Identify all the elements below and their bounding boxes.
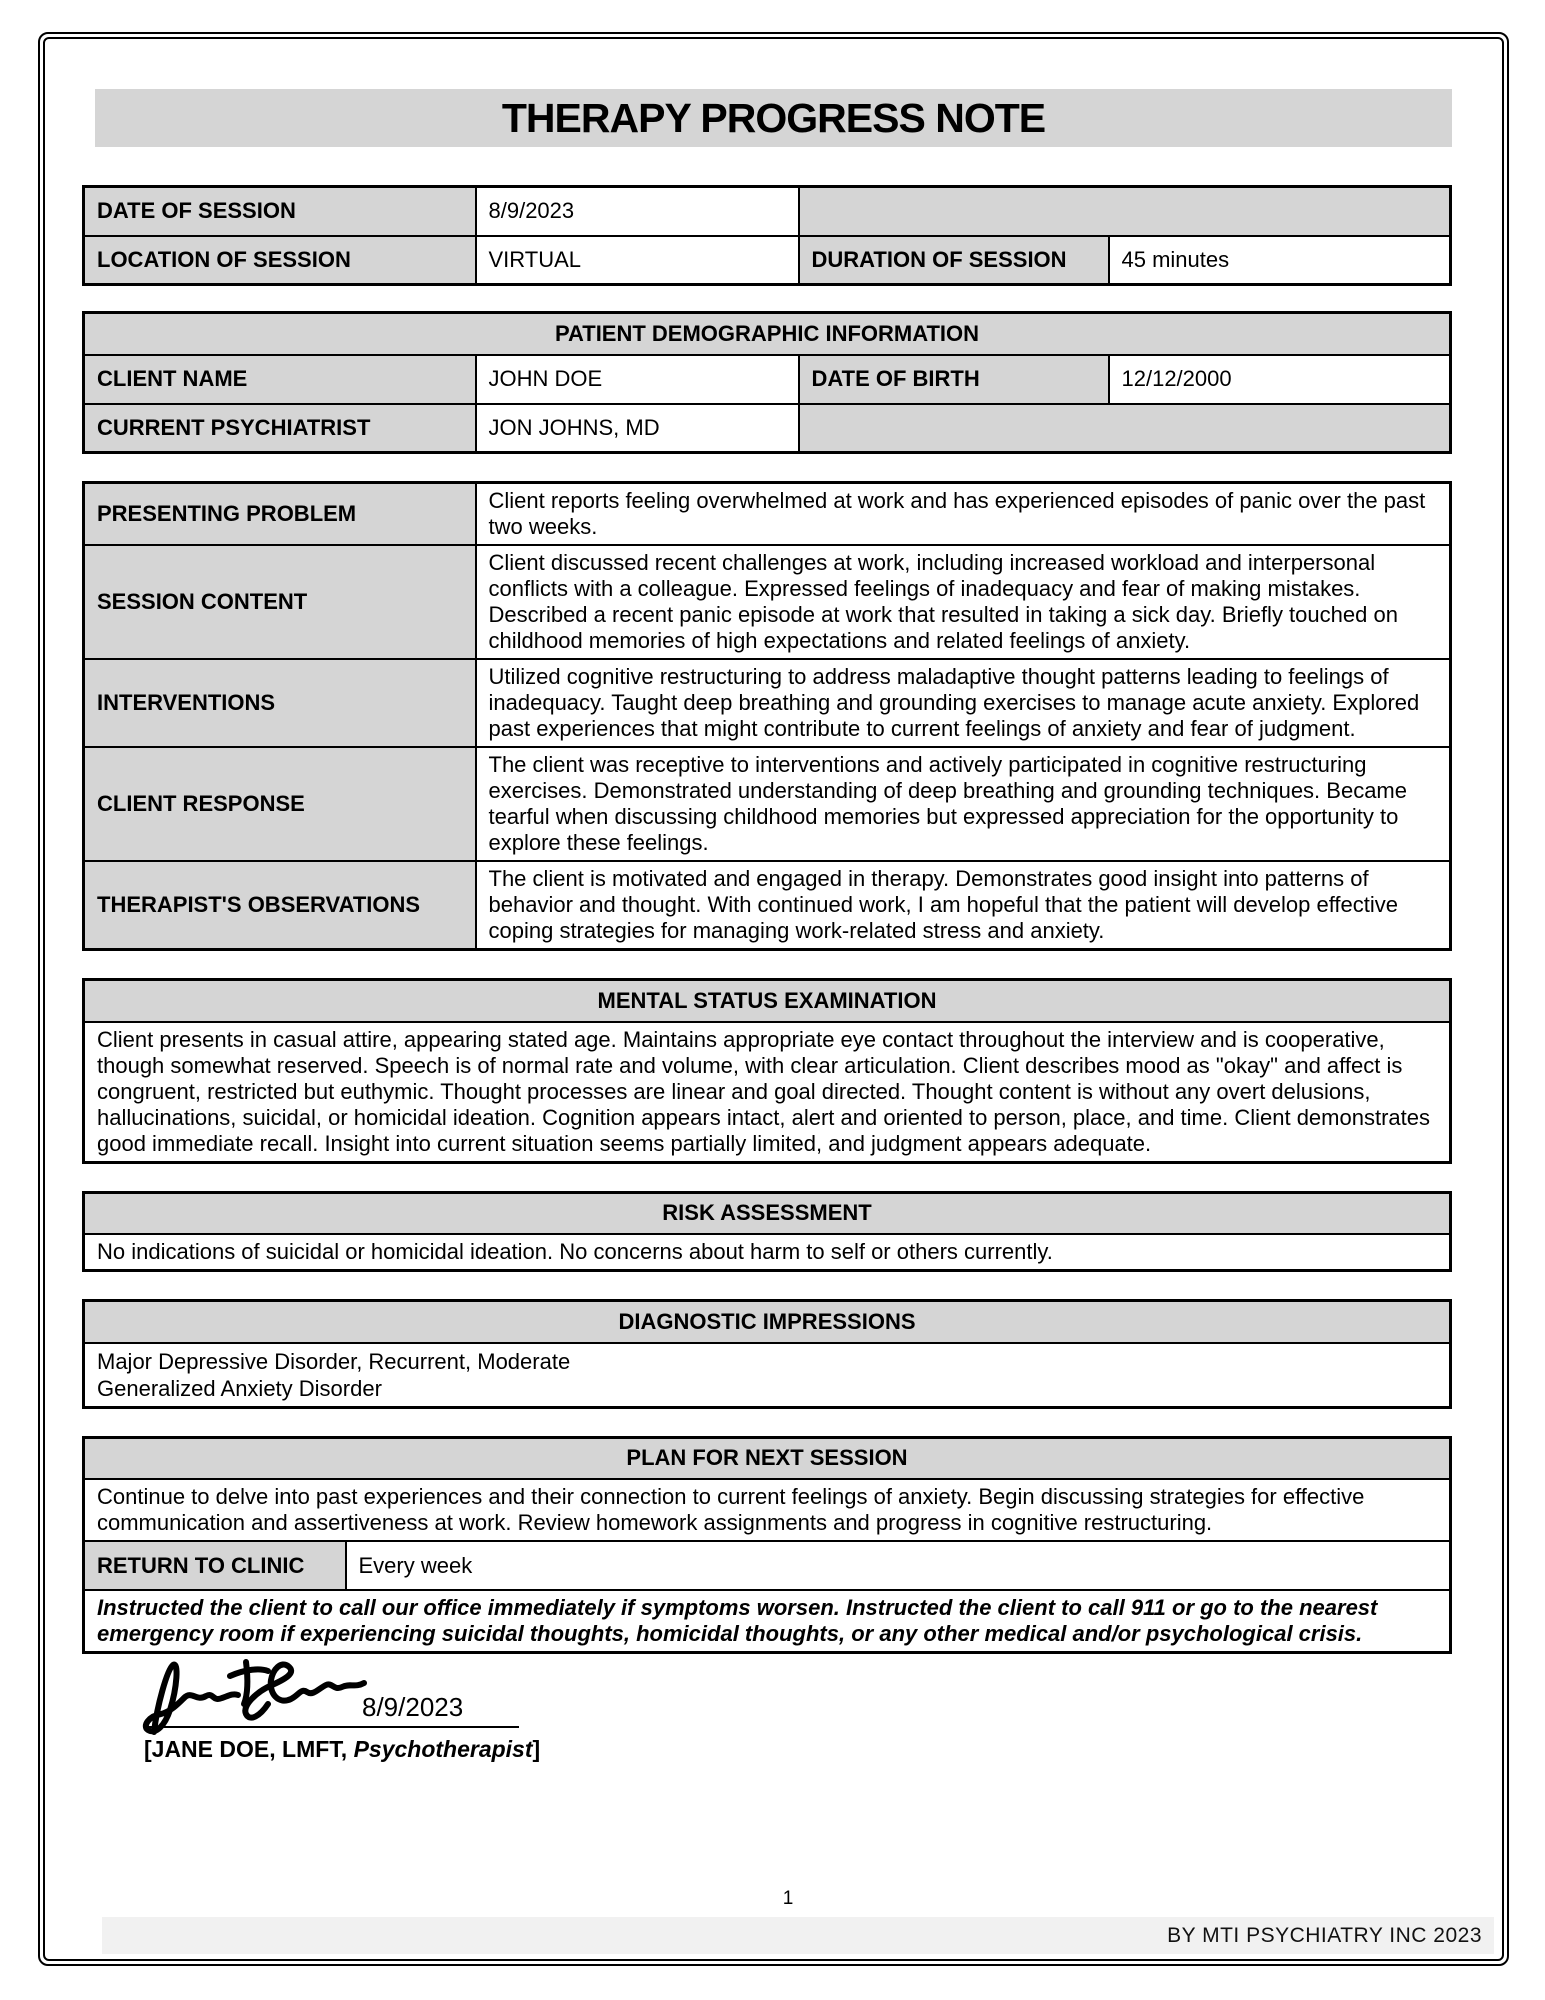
diagnostic-impressions-table	[82, 1299, 1452, 1409]
date-of-session-value: 8/9/2023	[476, 187, 799, 236]
client-name-value: JOHN DOE	[476, 355, 799, 404]
client-response-label: CLIENT RESPONSE	[84, 747, 476, 861]
therapist-observations-text: The client is motivated and engaged in therapy. Demonstrates good insight into patterns of behavior and thought. With continued work, I am hopeful that the patient will develop effective coping strategies for managing work-related stress and anxiety.	[476, 861, 1451, 950]
page	[43, 37, 1504, 1961]
session-content-text: Client discussed recent challenges at work, including increased workload and interpersonal conflicts with a colleague. Expressed feelings of inadequacy and fear of making mistakes. Described a recent panic episode at work that resulted in taking a sick day. Briefly touched on childhood memories of high expectations and related feelings of anxiety.	[476, 545, 1451, 659]
therapist-name-suffix: ]	[532, 1736, 541, 1762]
therapist-title: Psychotherapist	[353, 1736, 533, 1762]
table-row	[84, 1541, 1451, 1590]
mental-status-header: MENTAL STATUS EXAMINATION	[84, 980, 1451, 1022]
mental-status-text: Client presents in casual attire, appearing stated age. Maintains appropriate eye contact throughout the interview and is cooperative, though somewhat reserved. Speech is of normal rate and volume, with clear articulation. Client describes mood as "okay" and affect is congruent, restricted but euthymic. Thought processes are linear and goal directed. Thought content is without any overt delusions, hallucinations, suicidal, or homicidal ideation. Cognition appears intact, alert and oriented to person, place, and time. Client demonstrates good immediate recall. Insight into current situation seems partially limited, and judgment appears adequate.	[84, 1022, 1451, 1163]
table-row	[84, 545, 1451, 659]
signature-line	[144, 1676, 519, 1728]
page-footer	[82, 1888, 1494, 1954]
table-row	[84, 747, 1451, 861]
session-info-table	[82, 185, 1452, 286]
table-row	[84, 1192, 1451, 1234]
therapist-observations-label: THERAPIST'S OBSERVATIONS	[84, 861, 476, 950]
client-name-label: CLIENT NAME	[84, 355, 476, 404]
return-to-clinic-value: Every week	[346, 1541, 1451, 1590]
client-response-text: The client was receptive to interventions and actively participated in cognitive restructuring exercises. Demonstrated understanding of deep breathing and grounding techniques. Became tearful when discussing childhood memories but expressed appreciation for the opportunity to explore these feelings.	[476, 747, 1451, 861]
duration-of-session-value: 45 minutes	[1109, 236, 1451, 285]
location-of-session-value: VIRTUAL	[476, 236, 799, 285]
diagnostic-impressions-header: DIAGNOSTIC IMPRESSIONS	[84, 1301, 1451, 1343]
demographics-filler-cell	[799, 404, 1451, 453]
page-number: 1	[782, 1888, 794, 1909]
table-row	[84, 1590, 1451, 1653]
table-row	[84, 483, 1451, 546]
page-border	[38, 32, 1509, 1966]
psychiatrist-label: CURRENT PSYCHIATRIST	[84, 404, 476, 453]
demographics-table	[82, 311, 1452, 454]
return-to-clinic-label: RETURN TO CLINIC	[84, 1541, 346, 1590]
duration-of-session-label: DURATION OF SESSION	[799, 236, 1109, 285]
document-content	[45, 39, 1502, 1763]
table-row	[84, 1437, 1451, 1479]
table-row	[84, 659, 1451, 747]
location-of-session-label: LOCATION OF SESSION	[84, 236, 476, 285]
clinical-notes-table	[82, 481, 1452, 951]
signature-block	[144, 1676, 1452, 1763]
mental-status-table	[82, 978, 1452, 1164]
presenting-problem-label: PRESENTING PROBLEM	[84, 483, 476, 546]
crisis-disclaimer-text: Instructed the client to call our office immediately if symptoms worsen. Instructed the client to call 911 or go to the nearest emergency room if experiencing suicidal thoughts, homicidal thoughts, or any other medical and/or psychological crisis.	[84, 1590, 1451, 1653]
date-of-birth-value: 12/12/2000	[1109, 355, 1451, 404]
table-row	[84, 1479, 1451, 1541]
date-of-birth-label: DATE OF BIRTH	[799, 355, 1109, 404]
table-row	[84, 404, 1451, 453]
interventions-label: INTERVENTIONS	[84, 659, 476, 747]
table-row	[84, 236, 1451, 285]
handwritten-signature	[134, 1652, 384, 1744]
plan-header: PLAN FOR NEXT SESSION	[84, 1437, 1451, 1479]
table-row	[84, 980, 1451, 1022]
psychiatrist-value: JON JOHNS, MD	[476, 404, 799, 453]
document-title: THERAPY PROGRESS NOTE	[95, 89, 1452, 147]
demographics-header: PATIENT DEMOGRAPHIC INFORMATION	[84, 313, 1451, 355]
table-row	[84, 313, 1451, 355]
session-filler-cell	[799, 187, 1451, 236]
signature-date: 8/9/2023	[362, 1692, 464, 1722]
plan-table	[82, 1436, 1452, 1655]
table-row	[84, 861, 1451, 950]
table-row	[84, 187, 1451, 236]
risk-assessment-header: RISK ASSESSMENT	[84, 1192, 1451, 1234]
diagnostic-impressions-text	[84, 1343, 1451, 1408]
risk-assessment-table	[82, 1191, 1452, 1273]
table-row	[84, 1343, 1451, 1408]
copyright-bar: BY MTI PSYCHIATRY INC 2023	[102, 1917, 1494, 1954]
table-row	[84, 1234, 1451, 1271]
diagnosis-line-1: Major Depressive Disorder, Recurrent, Moderate	[97, 1348, 571, 1374]
risk-assessment-text: No indications of suicidal or homicidal ideation. No concerns about harm to self or others currently.	[84, 1234, 1451, 1271]
session-content-label: SESSION CONTENT	[84, 545, 476, 659]
table-row	[84, 1301, 1451, 1343]
interventions-text: Utilized cognitive restructuring to address maladaptive thought patterns leading to feelings of inadequacy. Taught deep breathing and grounding exercises to manage acute anxiety. Explored past experiences that might contribute to current feelings of anxiety and fear of judgment.	[476, 659, 1451, 747]
presenting-problem-text: Client reports feeling overwhelmed at work and has experienced episodes of panic over the past two weeks.	[476, 483, 1451, 546]
date-of-session-label: DATE OF SESSION	[84, 187, 476, 236]
therapist-name-prefix: [JANE DOE, LMFT,	[144, 1736, 354, 1762]
table-row	[84, 355, 1451, 404]
table-row	[84, 1022, 1451, 1163]
plan-text: Continue to delve into past experiences and their connection to current feelings of anxiety. Begin discussing strategies for effective communication and assertiveness at work. Review homework assignments and progress in cognitive restructuring.	[84, 1479, 1451, 1541]
diagnosis-line-2: Generalized Anxiety Disorder	[97, 1375, 382, 1401]
